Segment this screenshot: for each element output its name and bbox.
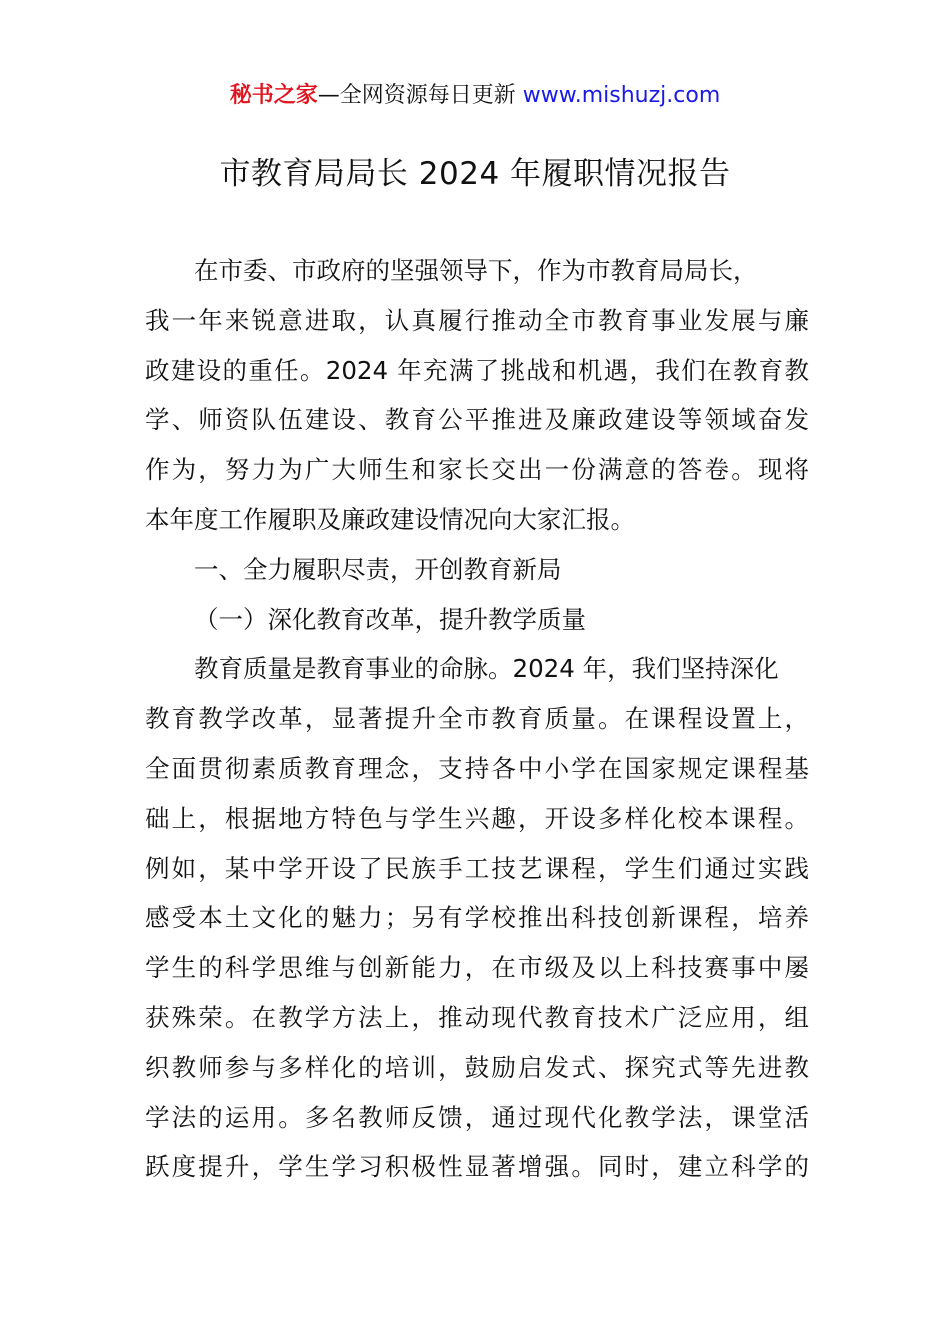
section-heading: 一、全力履职尽责，开创教育新局	[194, 554, 562, 584]
paragraph-line: 跃度提升，学生学习积极性显著增强。同时，建立科学的	[145, 1152, 809, 1182]
paragraph-line: 我一年来锐意进取，认真履行推动全市教育事业发展与廉	[145, 305, 809, 335]
site-url-link[interactable]: www.mishuzj.com	[522, 83, 721, 108]
document-body	[145, 246, 809, 1192]
paragraph-line: 教育质量是教育事业的命脉。2024 年，我们坚持深化	[194, 654, 779, 684]
paragraph-line: 础上，根据地方特色与学生兴趣，开设多样化校本课程。	[145, 803, 809, 833]
paragraph-line: 学法的运用。多名教师反馈，通过现代化教学法，课堂活	[145, 1102, 809, 1132]
paragraph-line: 获殊荣。在教学方法上，推动现代教育技术广泛应用，组	[145, 1002, 809, 1032]
document-title: 市教育局局长 2024 年履职情况报告	[219, 156, 731, 192]
paragraph-line: 例如，某中学开设了民族手工技艺课程，学生们通过实践	[145, 853, 809, 883]
paragraph-line: 在市委、市政府的坚强领导下，作为市教育局局长，	[194, 256, 758, 285]
site-brand: 秘书之家	[229, 83, 318, 108]
paragraph-line: 学生的科学思维与创新能力，在市级及以上科技赛事中屡	[145, 953, 809, 983]
paragraph-line: 感受本土文化的魅力；另有学校推出科技创新课程，培养	[145, 903, 809, 933]
site-header	[0, 80, 950, 112]
paragraph-line: 政建设的重任。2024 年充满了挑战和机遇，我们在教育教	[145, 355, 809, 385]
site-tagline: —全网资源每日更新	[317, 83, 523, 108]
paragraph-line: 本年度工作履职及廉政建设情况向大家汇报。	[145, 504, 635, 534]
paragraph-line: 织教师参与多样化的培训，鼓励启发式、探究式等先进教	[145, 1052, 809, 1082]
paragraph-line: 作为，努力为广大师生和家长交出一份满意的答卷。现将	[145, 455, 809, 485]
paragraph-line: 学、师资队伍建设、教育公平推进及廉政建设等领域奋发	[145, 405, 809, 435]
subsection-heading: （一）深化教育改革，提升教学质量	[194, 604, 586, 634]
paragraph-line: 教育教学改革，显著提升全市教育质量。在课程设置上，	[145, 704, 809, 734]
paragraph-line: 全面贯彻素质教育理念，支持各中小学在国家规定课程基	[145, 753, 809, 783]
